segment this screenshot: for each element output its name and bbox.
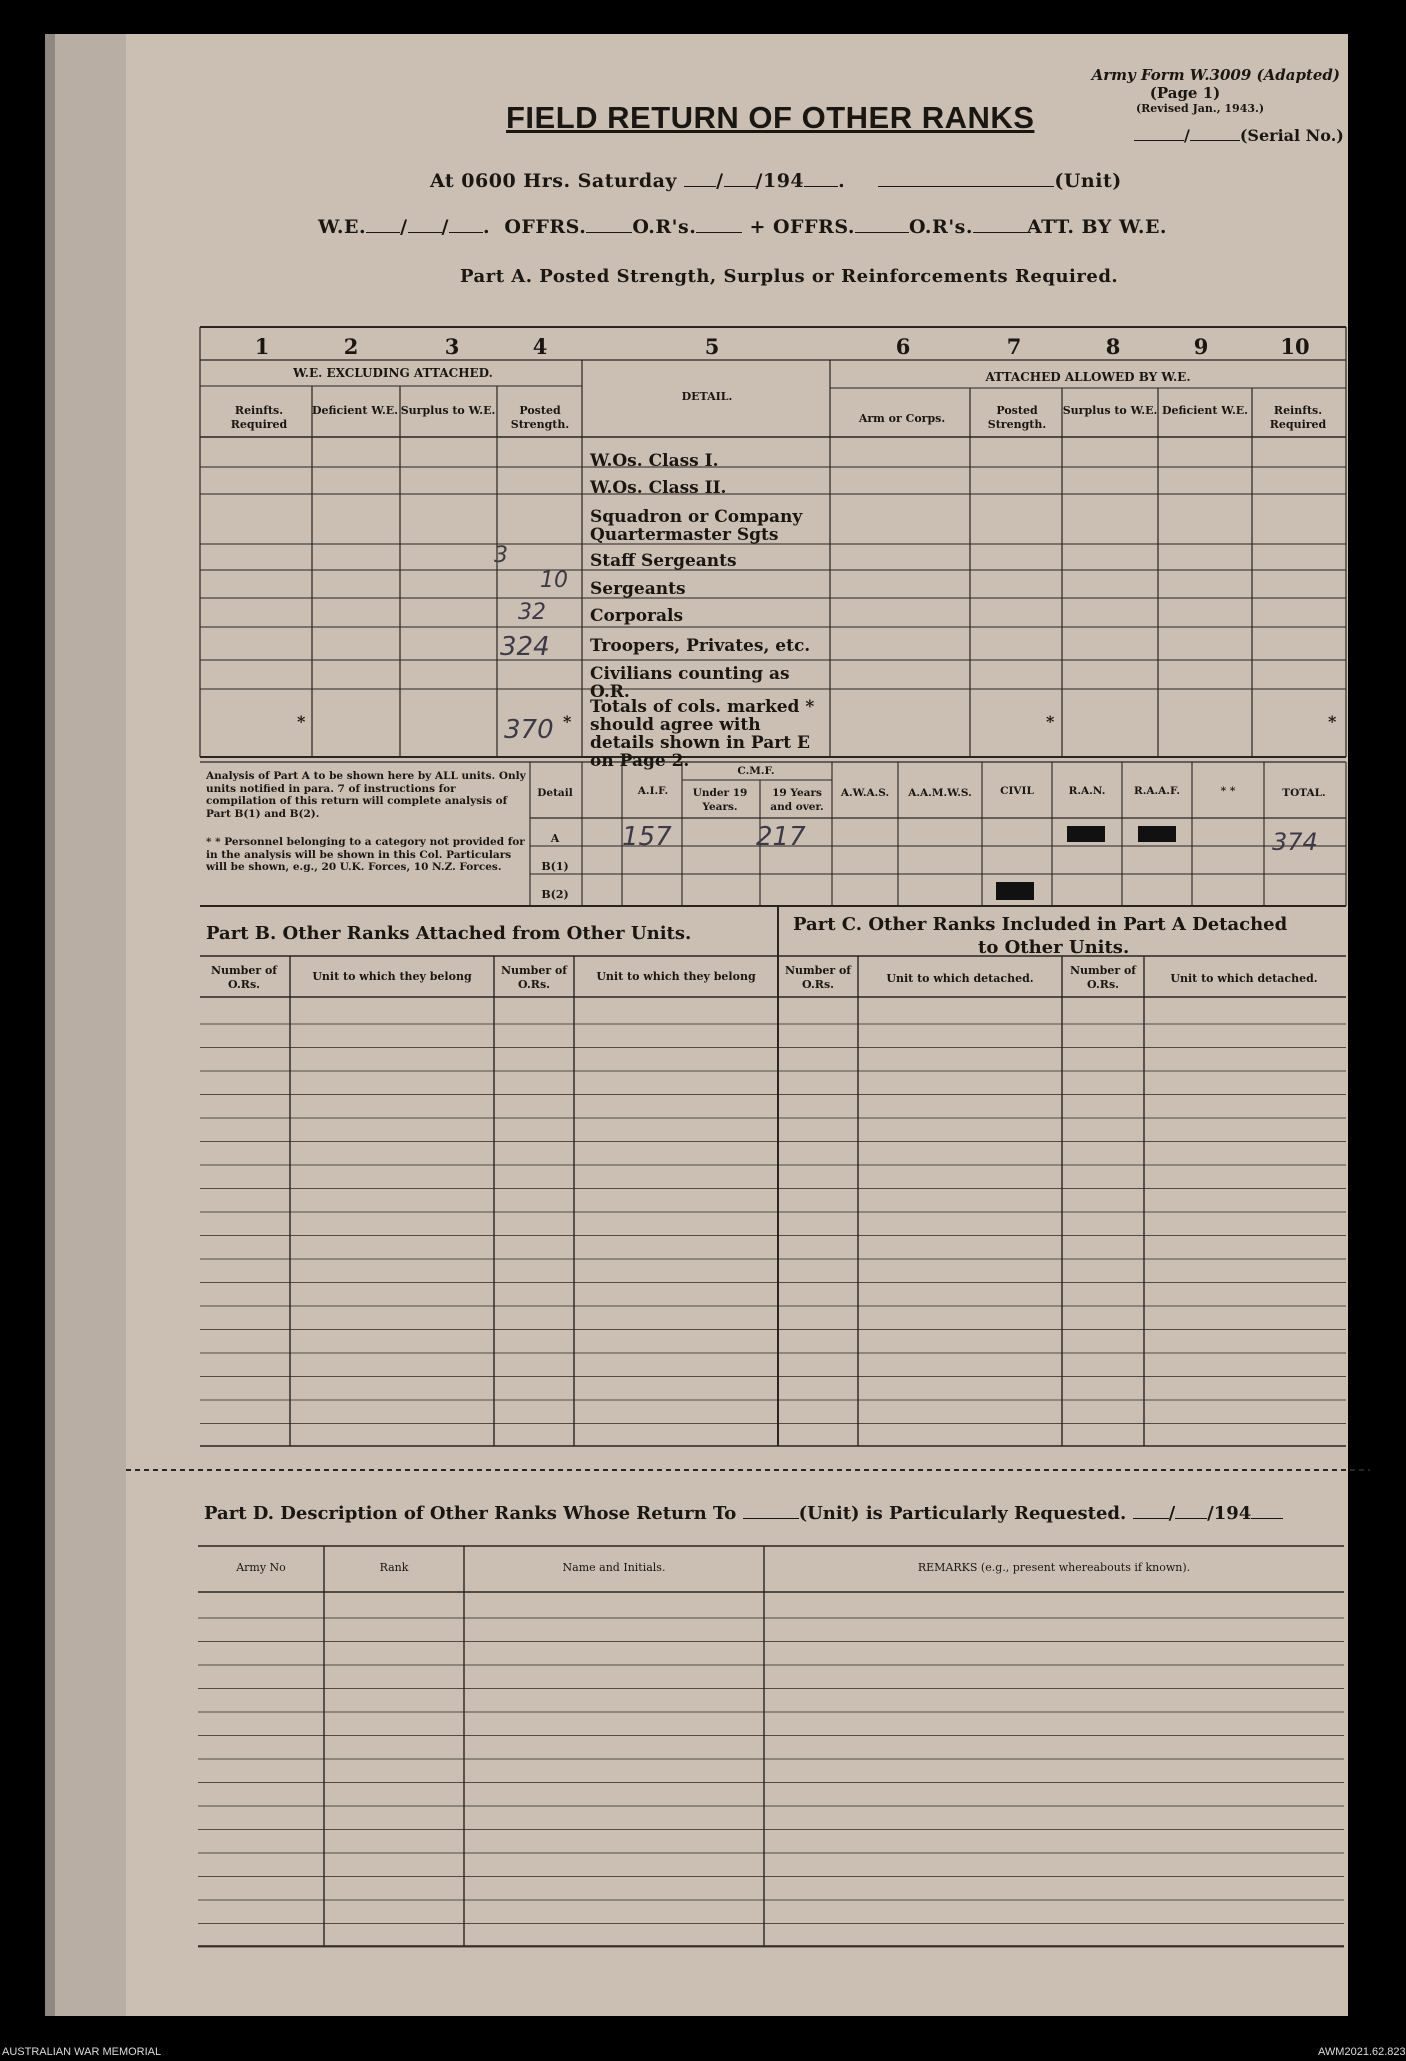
att-label: ATT. BY W.E.: [1026, 216, 1168, 238]
part-b-col-b-1: Unit to which they belong: [312, 970, 472, 983]
analysis-note-1: Analysis of Part A to be shown here by ALL units. Only units notified in para. 7 of instructions for compilation of this return will complete analysis of Part B(1) and B(2).: [206, 770, 526, 820]
part-b-col-a-1: Number of O.Rs.: [210, 964, 278, 991]
offrs-field-1[interactable]: [586, 216, 632, 233]
redaction-raaf: [1138, 826, 1176, 842]
hw-corporals: 32: [518, 600, 546, 625]
year-field[interactable]: [804, 170, 838, 187]
hw-totals: 370: [504, 715, 554, 745]
detail-row-3: Squadron or Company Quartermaster Sgts: [590, 507, 803, 545]
part-d-year: /194: [1207, 1503, 1252, 1524]
part-a-header-9: Deficient W.E.: [1161, 404, 1248, 417]
part-c-col-a-1: Number of O.Rs.: [784, 964, 852, 991]
serial-no-label: (Serial No.): [1239, 126, 1344, 145]
ors-label-1: O.R's.: [632, 216, 697, 238]
offrs-field-2[interactable]: [855, 216, 909, 233]
part-b-col-a-2: Number of O.Rs.: [500, 964, 568, 991]
part-c-heading-2: to Other Units.: [978, 937, 1130, 958]
page-title: FIELD RETURN OF OTHER RANKS: [506, 100, 1035, 135]
day-field[interactable]: [684, 170, 716, 187]
at-line-prefix: At 0600 Hrs. Saturday: [430, 170, 677, 192]
form-id-line1: Army Form W.3009 (Adapted): [1091, 66, 1340, 84]
part-a-heading: Part A. Posted Strength, Surplus or Reinforcements Required.: [460, 266, 1119, 287]
analysis-header-8: CIVIL: [1000, 785, 1034, 797]
analysis-header-7: A.A.M.W.S.: [908, 787, 972, 799]
unit-field[interactable]: [878, 170, 1054, 187]
footer-left: AUSTRALIAN WAR MEMORIAL: [2, 2046, 162, 2058]
part-a-header-1: Reinfts. Required: [230, 404, 288, 431]
analysis-header-11: * *: [1220, 785, 1236, 797]
total-marker-1: *: [297, 712, 306, 731]
part-a-header-4: Posted Strength.: [510, 404, 570, 431]
part-a-header-6: Arm or Corps.: [858, 412, 946, 425]
column-number-2: 2: [343, 334, 359, 359]
analysis-header-4: Under 19 Years.: [692, 787, 748, 813]
column-number-3: 3: [444, 334, 460, 359]
form-id-line2: (Page 1): [1149, 84, 1221, 102]
column-number-7: 7: [1006, 334, 1022, 359]
we-label: W.E.: [318, 216, 367, 238]
hw-sergeants: 10: [540, 568, 568, 593]
part-c-col-a-2: Number of O.Rs.: [1069, 964, 1137, 991]
detail-row-9: Totals of cols. marked * should agree with details shown in Part E on Page 2.: [590, 697, 815, 771]
total-marker-7: *: [1046, 712, 1055, 731]
group-left-label: W.E. EXCLUDING ATTACHED.: [293, 366, 493, 380]
redaction-civil: [996, 882, 1034, 900]
analysis-header-6: A.W.A.S.: [840, 787, 890, 799]
column-number-9: 9: [1193, 334, 1209, 359]
analysis-note-2: * * Personnel belonging to a category not provided for in the analysis will be shown in this Col. Particulars will be shown, e.g., 20 U.K. Forces, 10 N.Z. Forces.: [206, 836, 525, 873]
hw-staff-sergeants: 3: [494, 543, 508, 568]
ors-label-2: O.R's.: [908, 216, 973, 238]
detail-row-4: Staff Sergeants: [590, 551, 737, 571]
ors-field-2[interactable]: [973, 216, 1027, 233]
analysis-header-9: R.A.N.: [1068, 785, 1106, 797]
detail-row-5: Sergeants: [590, 579, 686, 599]
part-c-col-b-1: Unit to which detached.: [886, 972, 1034, 985]
analysis-row-label-3: B(2): [541, 888, 569, 901]
part-a-header-5: DETAIL.: [681, 390, 733, 403]
detail-row-2: W.Os. Class II.: [590, 478, 727, 498]
part-d-heading: Part D. Description of Other Ranks Whose Return To (Unit) is Particularly Requested. / /194: [204, 1502, 1283, 1524]
plus-sign: +: [749, 216, 766, 238]
total-marker-10: *: [1328, 712, 1337, 731]
part-a-header-10: Reinfts. Required: [1269, 404, 1327, 431]
part-d-heading-mid: (Unit) is Particularly Requested.: [798, 1503, 1127, 1524]
we-field-1[interactable]: [366, 216, 400, 233]
part-d-unit-field[interactable]: [743, 1502, 799, 1519]
offrs-label-1: OFFRS.: [504, 216, 587, 238]
column-number-5: 5: [704, 334, 720, 359]
detail-row-6: Corporals: [590, 606, 684, 626]
month-field[interactable]: [724, 170, 756, 187]
redaction-ran: [1067, 826, 1105, 842]
part-a-header-2: Deficient W.E.: [312, 404, 399, 417]
part-c-heading-1: Part C. Other Ranks Included in Part A Detached: [793, 914, 1288, 935]
analysis-header-10: R.A.A.F.: [1133, 785, 1181, 797]
analysis-header-12: TOTAL.: [1282, 787, 1326, 799]
detail-row-1: W.Os. Class I.: [590, 451, 719, 471]
part-b-heading: Part B. Other Ranks Attached from Other Units.: [206, 923, 692, 944]
part-d-month-field[interactable]: [1175, 1502, 1207, 1519]
hw-total: 374: [1272, 828, 1318, 856]
at-line-year: /194: [755, 170, 805, 192]
ors-field-1[interactable]: [696, 216, 742, 233]
hw-cmf: 217: [756, 822, 806, 852]
part-d-heading-pre: Part D. Description of Other Ranks Whose Return To: [204, 1503, 737, 1524]
part-d-header-2: Rank: [379, 1561, 409, 1574]
part-a-header-3: Surplus to W.E.: [400, 404, 496, 417]
column-number-10: 10: [1280, 334, 1310, 359]
analysis-header-5: 19 Years and over.: [770, 787, 824, 813]
part-d-year-field[interactable]: [1251, 1502, 1283, 1519]
part-d-header-1: Army No: [236, 1561, 286, 1574]
hw-aif: 157: [622, 822, 672, 852]
column-number-4: 4: [532, 334, 548, 359]
part-b-col-b-2: Unit to which they belong: [596, 970, 756, 983]
part-c-col-b-2: Unit to which detached.: [1170, 972, 1318, 985]
part-d-header-4: REMARKS (e.g., present whereabouts if known).: [917, 1561, 1191, 1574]
at-line-unit: (Unit): [1054, 170, 1122, 192]
we-line: W.E. / / . OFFRS. O.R's. + OFFRS. O.R's. ATT. BY W.E.: [318, 216, 1168, 238]
we-field-2[interactable]: [408, 216, 442, 233]
part-d-day-field[interactable]: [1133, 1502, 1169, 1519]
analysis-header-3: C.M.F.: [737, 765, 775, 777]
offrs-label-2: OFFRS.: [773, 216, 855, 238]
hw-troopers: 324: [500, 632, 550, 662]
detail-row-8: Civilians counting as O.R.: [590, 664, 790, 702]
part-a-header-7: Posted Strength.: [987, 404, 1047, 431]
column-number-8: 8: [1105, 334, 1121, 359]
at-line: At 0600 Hrs. Saturday / /194 . (Unit): [430, 170, 1122, 192]
analysis-row-label-2: B(1): [541, 860, 569, 873]
serial-no-field[interactable]: / (Serial No.): [1134, 124, 1344, 145]
total-marker-4: *: [563, 712, 572, 731]
analysis-header-1: Detail: [537, 787, 573, 799]
analysis-header-2: A.I.F.: [637, 785, 669, 797]
we-field-3[interactable]: [449, 216, 483, 233]
analysis-row-label-1: A: [550, 832, 560, 845]
column-number-6: 6: [895, 334, 911, 359]
footer-right: AWM2021.62.823: [1318, 2046, 1406, 2058]
group-right-label: ATTACHED ALLOWED BY W.E.: [985, 370, 1191, 384]
form-id-line3: (Revised Jan., 1943.): [1135, 102, 1265, 115]
part-d-header-3: Name and Initials.: [562, 1561, 666, 1574]
column-number-1: 1: [254, 334, 270, 359]
detail-row-7: Troopers, Privates, etc.: [590, 636, 811, 656]
part-a-header-8: Surplus to W.E.: [1062, 404, 1158, 417]
